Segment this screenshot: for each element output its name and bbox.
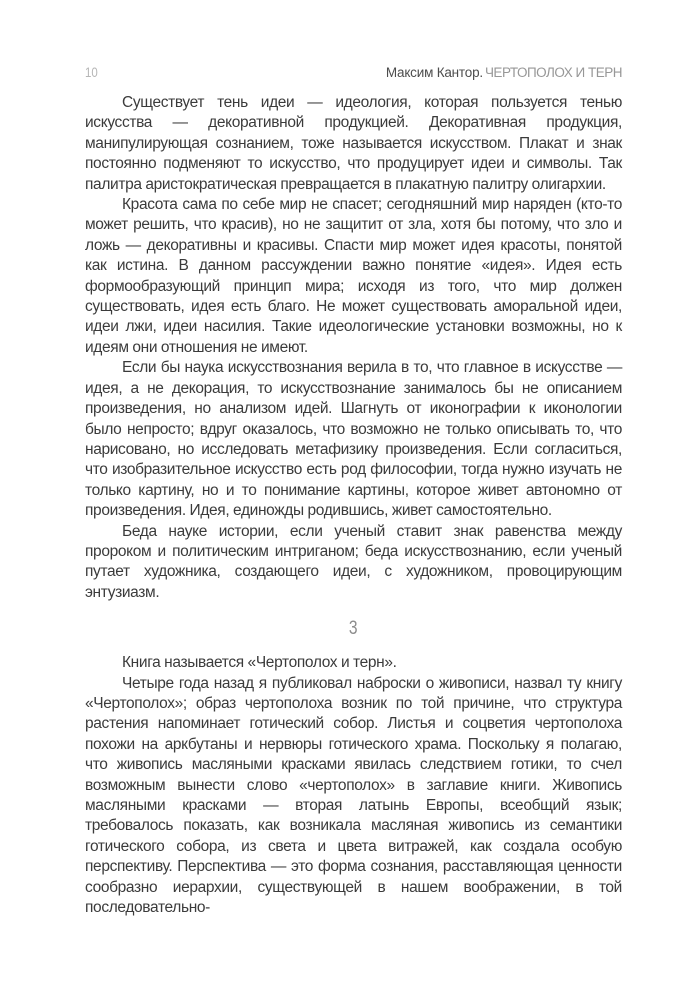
running-head-title: ЧЕРТОПОЛОХ И ТЕРН xyxy=(484,65,622,80)
body-paragraph: Красота сама по себе мир не спасет; сегодняшний мир наряден (кто-то может решить, что красив), но не защитит от зла, хотя бы потому, что зло и ложь — декоративны и красивы. Спасти мир может идея красоты, понятой как истина. В данном рассуждении важно понятие «идея». Идея есть формообразующий принцип мира; исходя из того, что мир должен существовать, идея есть благо. Не может существовать аморальной идеи, идеи лжи, идеи насилия. Такие идеологические установки возможны, но к идеям они отношения не имеют. xyxy=(85,196,622,356)
page-header xyxy=(85,65,622,80)
body-paragraph: Если бы наука искусствознания верила в то, что главное в искусстве — идея, а не декорация, то искусствознание занималось бы не описанием произведения, но анализом идей. Шагнуть от иконографии к иконологии было непросто; вдруг оказалось, что возможно не только описывать то, что нарисовано, но исследовать метафизику произведения. Если согласиться, что изобразительное искусство есть род философии, тогда нужно изучать не только картину, но и то понимание картины, которое живет автономно от произведения. Идея, единожды родившись, живет самостоятельно. xyxy=(85,359,622,520)
running-head-author: Максим Кантор. xyxy=(385,65,483,80)
body-paragraph: Беда науке истории, если ученый ставит знак равенства между пророком и политическим интриганом; беда искусствознанию, если ученый путает художника, создающего идеи, с художником, провоцирующим энтузиазм. xyxy=(85,522,622,601)
section-number: 3 xyxy=(349,618,358,640)
section-number-heading xyxy=(85,618,622,640)
body-paragraph: Книга называется «Чертополох и терн». xyxy=(122,654,397,672)
body-paragraph: Существует тень идеи — идеология, которая пользуется тенью искусства — декоративной продукцией. Декоративная продукция, манипулирующая сознанием, тоже называется искусством. Плакат и знак постоянно подменяют то искусство, что продуцирует идеи и символы. Так палитра аристократическая превращается в плакатную палитру олигархии. xyxy=(85,94,622,193)
body-paragraph: Четыре года назад я публиковал наброски о живописи, назвал ту книгу «Чертополох»; образ чертополоха возник по той причине, что структура растения напоминает готический собор. Листья и соцветия чертополоха похожи на аркбутаны и нервюры готического храма. Поскольку я полагаю, что живопись масляными красками явилась следствием готики, то счел возможным вынести слово «чертополох» в заглавие книги. Живопись масляными красками — вторая латынь Европы, всеобщий язык; требовалось показать, как возникала масляная живопись из семантики готического собора, из света и цвета витражей, как создала особую перспективу. Перспектива — это форма сознания, расставляющая ценности сообразно иерархии, существующей в нашем воображении, в той последовательно- xyxy=(85,674,622,917)
page-number: 10 xyxy=(85,64,98,80)
running-head xyxy=(386,65,622,80)
page-text xyxy=(85,93,622,918)
